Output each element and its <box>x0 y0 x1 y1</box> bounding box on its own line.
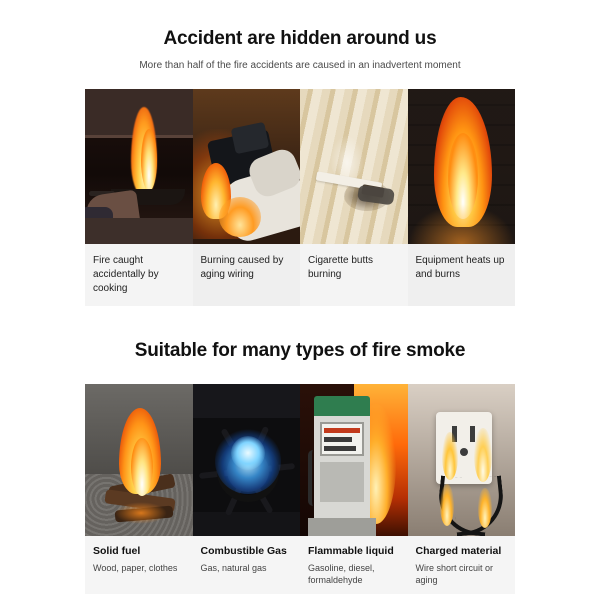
fire-type-desc: Wire short circuit or aging <box>415 563 494 585</box>
accident-card-caption: Burning caused by aging wiring <box>193 244 301 306</box>
accident-card <box>408 89 516 306</box>
fire-type-desc: Wood, paper, clothes <box>93 563 178 573</box>
gas-pump-fire-photo <box>300 384 408 536</box>
fire-type-desc: Gasoline, diesel, formaldehyde <box>308 563 375 585</box>
fire-type-title: Charged material <box>415 545 502 557</box>
fire-type-card <box>300 384 408 594</box>
fire-type-card <box>193 384 301 594</box>
fire-type-card <box>85 384 193 594</box>
fire-type-title: Combustible Gas <box>200 545 287 557</box>
cigarette-on-fabric-photo <box>300 89 408 244</box>
accidents-subheading: More than half of the fire accidents are caused in an inadvertent moment <box>139 60 461 71</box>
fire-type-caption <box>300 536 408 594</box>
fire-type-caption <box>408 536 516 594</box>
fire-type-desc: Gas, natural gas <box>200 563 267 573</box>
fire-type-title: Flammable liquid <box>308 545 394 557</box>
accident-card-caption: Cigarette butts burning <box>300 244 408 306</box>
fire-type-caption <box>85 536 193 594</box>
gas-stove-burner-photo <box>193 384 301 536</box>
burning-wiring-photo <box>193 89 301 244</box>
accident-card-caption: Fire caught accidentally by cooking <box>85 244 193 306</box>
fire-type-caption <box>193 536 301 594</box>
kitchen-pan-fire-photo <box>85 89 193 244</box>
accidents-card-grid <box>85 89 515 306</box>
fire-type-card <box>408 384 516 594</box>
accidents-heading: Accident are hidden around us <box>163 28 437 49</box>
wood-campfire-photo <box>85 384 193 536</box>
accident-card <box>193 89 301 306</box>
fire-types-heading: Suitable for many types of fire smoke <box>134 340 466 361</box>
outlet-short-circuit-photo <box>408 384 516 536</box>
fire-types-section <box>0 340 600 594</box>
fire-type-title: Solid fuel <box>93 545 141 557</box>
equipment-fire-photo <box>408 89 516 244</box>
accident-card-caption: Equipment heats up and burns <box>408 244 516 306</box>
fire-types-card-grid <box>85 384 515 594</box>
accident-card <box>85 89 193 306</box>
accident-card <box>300 89 408 306</box>
